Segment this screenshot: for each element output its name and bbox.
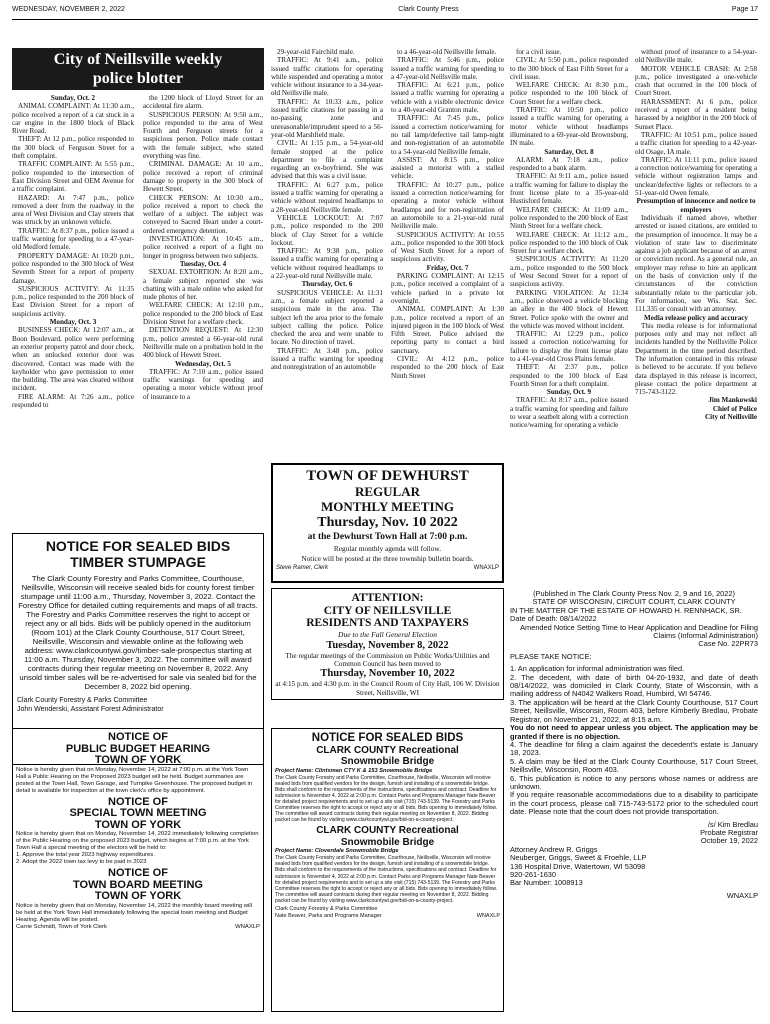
probate-l2: IN THE MATTER OF THE ESTATE OF HOWARD H. RENNHACK, SR.	[510, 605, 742, 615]
blotter-entry: SEXUAL EXTORTION: At 8:20 a.m., a female subject reported she was chatting with a male online who asked for nude photos of her.	[143, 268, 263, 302]
blotter-entry: TRAFFIC: At 6:27 p.m., police issued a traffic warning for operating a vehicle without required headlamps to a 28-year-old Neillsville female.	[271, 180, 383, 214]
blotter-entry: TRAFFIC: At 5:46 p.m., police issued a traffic warning for speeding to a 47-year-old Neillsville male.	[391, 56, 504, 81]
blotter-entry: SUSPICIOUS ACTIVITY: At 11:20 a.m., police responded to the 500 block of West Second Street for a report of suspicious activity.	[510, 255, 628, 289]
blotter-entry: BUSINESS CHECK: At 12:07 a.m., at Boon Boulevard, police were performing an exterior property patrol and door check, when an unlocked exterior door was discovered. Contact was made with the keyholder who gave permission to enter the building. The area was cleared without incident.	[12, 326, 134, 393]
snow-p2: Project Name: Cloverdale Snowmobile Bridge	[275, 848, 399, 855]
probate-s2: Probate Registrar	[700, 827, 758, 837]
dewhurst-l5: at the Dewhurst Town Hall at 7:00 p.m.	[307, 532, 468, 542]
blotter-entry: WELFARE CHECK: At 11:12 a.m., police responded to the 100 block of Oak Street for a welfare check.	[510, 230, 628, 256]
attention-notice	[271, 588, 504, 700]
snow-t4: CLARK COUNTY Recreational	[316, 825, 459, 837]
blotter-entry: This media release is for informational purposes only and may not reflect all incidents handled by the Neillsville Police Department in the time period described. The information contained in this release is believed to be accurate. If you believe data displayed in this release is incorrect, please contact the police department at 715-743-3122.	[635, 321, 757, 397]
york-t2: PUBLIC BUDGET HEARING	[65, 742, 211, 755]
blotter-entry: for a civil issue.	[516, 48, 562, 56]
blotter-entry: TRAFFIC: At 7:45 p.m., police issued a correction notice/warning for no tail lamp/defective tail lamp-night and non-registration of an automobile to a 54-year-old Neillsville female.	[391, 114, 504, 156]
blotter-entry: Chief of Police	[712, 404, 757, 413]
york-b2: Notice is hereby given that on Monday, November 14, 2022 immediately following completion of the Public Hearing on the proposed 2023 budget, which begins at 7:00 p.m. at the York Town Hall a special meeting of the electors will be held to:	[16, 831, 259, 851]
blotter-entry: CIVIL: At 4:12 p.m., police responded to the 200 block of East Ninth Street	[391, 354, 504, 380]
york-t1: NOTICE OF	[108, 731, 168, 743]
header-page: Page 17	[731, 6, 758, 13]
york-t4: NOTICE OF	[108, 795, 168, 808]
york-code: WNAXLP	[235, 923, 260, 930]
timber-title-1: NOTICE FOR SEALED BIDS	[45, 538, 231, 554]
blotter-day-heading: Wednesday, Oct. 5	[175, 359, 231, 368]
blotter-entry: TRAFFIC: At 6:21 p.m., police issued a traffic warning for operating a vehicle with a visible electronic device to a 40-year-old Granton male.	[391, 81, 504, 115]
york-b3: Notice is hereby given that on Monday, November 14, 2022 the monthly board meeting will be held at the York Town Hall immediately following the special town meeting and Budget Hearing. Agenda will be posted.	[16, 902, 252, 923]
blotter-entry: TRAFFIC COMPLAINT: At 5:55 p.m., police responded to the intersection of East Division Street and OEM Avenue for a traffic complaint.	[12, 160, 134, 194]
blotter-entry: TRAFFIC: At 10:33 a.m., police issued traffic citations for passing in a no-passing zone and unreasonable/imprudent speed to a 56-year-old Marshfield male.	[271, 97, 383, 139]
blotter-entry: SUSPICIOUS VEHICLE: At 11:31 a.m., a female subject reported a suspicious male in the area. The subject left the area prior to the female subject calling the police. Police checked the area and were unable to locate. No direction of travel.	[271, 288, 383, 347]
probate-pub: (Published in The Clark County Press Nov. 2, 9 and 16, 2022)	[533, 589, 735, 598]
snow-t2: CLARK COUNTY Recreational	[316, 744, 459, 756]
york-t9: TOWN OF YORK	[94, 890, 182, 902]
probate-a1: Attorney Andrew R. Griggs	[510, 844, 598, 854]
attention-l8: at 4:15 p.m. and 4:30 p.m. in the Council Room of City Hall, 106 W. Division Street, Neillsville, WI	[275, 680, 500, 697]
blotter-day-heading: Sunday, Oct. 2	[50, 94, 96, 102]
blotter-day-heading: Thursday, Oct. 6	[301, 280, 353, 289]
attention-l4: Due to the Fall General Election	[338, 629, 437, 639]
probate-a2: Neuberger, Griggs, Sweet & Froehle, LLP	[510, 853, 647, 863]
dewhurst-l2: REGULAR	[354, 484, 420, 499]
york-b1: Notice is hereby given that on Monday, November 14, 2022 at 7:00 p.m. at the York Town Hall a Public Hearing on the Proposed 2023 budget will be held. Budget summaries are posted at the Town Hall, Town Garage, and Turnpike Greenhouse. The proposed budget in detail is available for inspection at the town clerk's office by appointment.	[16, 766, 253, 794]
blotter-day-heading: Tuesday, Oct. 4	[179, 259, 227, 268]
blotter-entry: TRAFFIC: At 10:51 p.m., police issued a traffic citation for speeding to a 42-year-old Osage, IA male.	[635, 130, 757, 156]
blotter-entry: TRAFFIC: At 11:11 p.m., police issued a correction notice/warning for operating a vehicle without registration lamps and unclear/defective lights or reflectors to a 51-year-old Owen female.	[635, 155, 757, 198]
probate-p5: 5. A claim may be filed at the Clark County Courthouse, 517 Court Street, Neillsville, Wisconsin, Room 403.	[510, 756, 758, 775]
blotter-entry: PROPERTY DAMAGE: At 10:20 p.m., police responded to the 300 block of West Seventh Street for a report of property damage.	[12, 251, 134, 285]
blotter-entry: TRAFFIC: At 8:37 p.m., police issued a traffic warning for speeding to a 47-year-old Medford female.	[12, 226, 134, 252]
probate-p4: 4. The deadline for filing a claim against the decedent's estate is January 18, 2023.	[510, 739, 758, 758]
probate-l1: STATE OF WISCONSIN, CIRCUIT COURT, CLARK COUNTY	[532, 597, 736, 607]
probate-code: WNAXLP	[726, 890, 758, 900]
snow-t3: Snowmobile Bridge	[340, 756, 435, 767]
dewhurst-clerk: Steve Ramer, Clerk	[276, 565, 329, 571]
probate-p3b: You do not need to appear unless you object. The application may be granted if there is no objection.	[510, 723, 758, 741]
blotter-column-4	[391, 48, 504, 458]
blotter-entry: City of Neillsville	[704, 413, 757, 422]
probate-p2: 2. The decedent, with date of birth 04-20-1932, and date of death 08/14/2022, was domiciled in Clark County, State of Wisconsin, with a mailing address of N4042 Walkers Road, Humbird, WI 54746.	[510, 672, 758, 699]
blotter-entry: TRAFFIC: At 3:48 p.m., police issued a traffic warning for speeding and nonregistration of an automobile	[271, 346, 383, 372]
header-date: WEDNESDAY, NOVEMBER 2, 2022	[12, 6, 125, 13]
blotter-column-3	[271, 48, 383, 458]
blotter-entry: TRAFFIC: At 7:10 a.m., police issued traffic warnings for speeding and operating a motor vehicle without proof of insurance to a	[143, 367, 263, 401]
blotter-entry: DETENTION REQUEST: At 12:30 p.m., police arrested a 66-year-old rural Neillsville male on a probation hold in the 400 block of Hewett Street.	[143, 326, 263, 360]
probate-a5: Bar Number: 1008913	[510, 878, 583, 888]
blotter-entry: CIVIL: At 1:15 p.m., a 54-year-old female stopped at the police department to file a complaint regarding an ex-boyfriend. She was advised that this was a civil issue.	[271, 139, 383, 181]
blotter-entry: VEHICLE LOCKOUT: At 7:07 p.m., police responded to the 200 block of Clay Street for a vehicle lockout.	[271, 213, 383, 247]
blotter-entry: HAZARD: At 7:47 p.m., police removed a deer from the roadway in the area of West Division and Clay streets that was struck by an unknown vehicle.	[12, 193, 134, 227]
probate-p6: 6. This publication is notice to any persons whose names or address are unknown.	[510, 773, 758, 791]
blotter-column-6	[635, 48, 757, 586]
probate-a4: 920-261-1630	[510, 870, 557, 879]
blotter-entry: TRAFFIC: At 9:38 p.m., police issued a traffic warning for operating a vehicle without required headlamps to a 22-year-old rural Neillsville male.	[271, 247, 383, 281]
blotter-day-heading: Media release policy and accuracy	[644, 313, 748, 322]
probate-p3: 3. The application will be heard at the Clark County Courthouse, 517 Court Street, Neillsville, Wisconsin, Room 403, before Kimberly Bredlau, Probate Registrar, on November 21, 2022, at 8:15 a.m.	[510, 697, 758, 724]
snow-b2: The Clark County Forestry and Parks Committee, Courthouse, Neillsville, Wisconsin will receive sealed bids from qualified vendors for the design, furnish and installing of a snowmobile bridge. Bids shall conform to the requirements of the instructions, specifications and contract. Deadline for submission is November 4, 2022 at 2:00 p.m. Contact Parks and Programs Manager Nate Beaver for detailed project requirements and to set up a site visit (715) 743-5139. The Forestry and Parks Committee reserves the right to accept or reject any or all bids. Bids opening to immediately follow. The committee will award contracts during their regular meeting on November 8, 2022. Bidding packet can be found by visiting www.clarkcountywi.gov/bid-on-a-county-project.	[275, 855, 498, 904]
dewhurst-l6: Regular monthly agenda will follow.	[333, 544, 442, 553]
blotter-title-1: City of Neillsville weekly	[53, 51, 223, 68]
blotter-entry: SUSPICIOUS ACTIVITY: At 10:55 a.m., police responded to the 300 block of West Sixth Street for a report of suspicious activity.	[391, 230, 504, 264]
probate-l3: Date of Death: 08/14/2022	[510, 614, 597, 624]
dewhurst-l3: MONTHLY MEETING	[320, 499, 455, 514]
blotter-entry: TRAFFIC: At 10:27 p.m., police issued a correction notice/warning for operating a motor vehicle without headlamps and for non-registration of an automobile to a 21-year-old rural Neillsville male.	[391, 180, 504, 231]
blotter-entry: TRAFFIC: At 9:41 a.m., police issued traffic citations for operating while suspended and operating a motor vehicle without insurance to a 34-year-old Neillsville male.	[271, 56, 383, 98]
header-paper: Clark County Press	[398, 6, 459, 13]
york-t5: SPECIAL TOWN MEETING	[69, 807, 207, 819]
dewhurst-l1: TOWN OF DEWHURST	[306, 468, 469, 484]
blotter-day-heading: Saturday, Oct. 8	[544, 147, 594, 156]
blotter-entry: SUSPICIOUS PERSON: At 9:50 a.m., police responded to the area of West Fourth and Ferguson streets for a suspicious person. Police made contact with the female subject, who stated everything was fine.	[143, 110, 263, 161]
blotter-entry: TRAFFIC: At 12:29 p.m., police issued a correction notice/warning for failure to display the front license plate to a 41-year-old Cross Plains female.	[510, 330, 628, 363]
blotter-entry: SUSPICIOUS ACTIVITY: At 11:35 p.m., police responded to the 200 block of East Division Street for a report of suspicious activity.	[12, 284, 134, 318]
york-i1: 1. Approve the total year 2023 highway expenditures.	[16, 852, 155, 858]
snow-b1: The Clark County Forestry and Parks Committee, Courthouse, Neillsville, Wisconsin will receive sealed bids from qualified vendors for the design, furnish and installing of a snowmobile bridge. Bids shall conform to the requirements of the instructions, specifications and contract. Deadline for submission is November 4, 2022 at 2:00 p.m. Contact Parks and Programs Manager Nate Beaver for detailed project requirements and to set up a site visit (715) 743-5139. The Forestry and Parks Committee reserves the right to accept or reject any or all bids. Bids opening to immediately follow. The committee will award contracts during their regular meeting on November 8, 2022. Bidding packet can be found by visiting www.clarkcountywi.gov/bid-on-a-county-project.	[275, 774, 498, 824]
york-t8: TOWN BOARD MEETING	[73, 878, 203, 891]
blotter-day-heading: Sunday, Oct. 9	[546, 388, 592, 397]
snow-sig1: Clark County Forestry & Parks Committee	[275, 906, 378, 912]
probate-notice	[510, 590, 758, 1014]
probate-l4: Amended Notice Setting Time to Hear Application and Deadline for Filing Claims (Informal Administration)	[520, 622, 758, 641]
snow-p1: Project Name: Clintsman CTY K & 153 Snowmobile Bridge	[275, 767, 433, 774]
attention-l2: CITY OF NEILLSVILLE	[323, 604, 452, 617]
probate-p1: 1. An application for informal administration was filed.	[510, 664, 685, 674]
blotter-entry: PARKING VIOLATION: At 11:34 a.m., police observed a vehicle blocking an alley in the 400 block of Hewett Street. Police spoke with the owner and the vehicle was moved without incident.	[510, 288, 628, 330]
blotter-entry: PARKING COMPLAINT: At 12:15 p.m., police received a complaint of a vehicle parked in a private lot overnight.	[391, 272, 504, 305]
blotter-banner	[12, 48, 264, 90]
probate-a3: 136 Hospital Drive, Watertown, WI 53098	[510, 861, 646, 871]
snow-t5: Snowmobile Bridge	[340, 836, 435, 848]
timber-title-2: TIMBER STUMPAGE	[70, 554, 206, 570]
blotter-entry: FIRE ALARM: At 7:26 a.m., police responded to	[12, 392, 134, 409]
blotter-entry: WELFARE CHECK: At 12:10 p.m., police responded to the 200 block of East Division Street for a welfare check.	[143, 301, 263, 327]
probate-s3: October 19, 2022	[700, 836, 758, 846]
york-i2: 2. Adopt the 2022 town tax levy to be paid in 2023	[16, 859, 147, 865]
blotter-entry: Individuals if named above, whether arrested or issued citations, are entitled to the presumption of innocence. It may be a violation of state law to discriminate against a job applicant because of an arrest or conviction record. As a general rule, an employer may refuse to hire an applicant on the basis of conviction only if the circumstances of the conviction substantially relate to the particular job. For information, see Wis. Stat. Sec. 111.335 or consult with an attorney.	[635, 213, 757, 314]
blotter-entry: HARASSMENT: At 6 p.m., police received a report of a resident being harassed by a neighbor in the 200 block of Sunset Place.	[635, 97, 757, 131]
blotter-day-heading: Monday, Oct. 3	[49, 318, 97, 327]
blotter-entry: TRAFFIC: At 8:17 a.m., police issued a traffic warning for speeding and failure to wear a seatbelt along with a correction notice/warning for operating a vehicle	[510, 396, 628, 430]
blotter-day-heading: Friday, Oct. 7	[426, 263, 469, 272]
snow-sig2: Nate Beaver, Parks and Programs Manager	[275, 913, 382, 919]
snowmobile-notices	[271, 728, 504, 1012]
attention-l6: The regular meetings of the Commission on Public Works/Utilities and Common Council has been moved to	[285, 651, 490, 668]
blotter-entry: ALARM: At 7:18 a.m., police responded to a bank alarm.	[510, 155, 628, 173]
dewhurst-l4: Thursday, Nov. 10 2022	[317, 515, 458, 530]
blotter-entry: ANIMAL COMPLAINT: At 1:30 p.m., police received a report of an injured pigeon in the 100 block of West Fifth Street. Police advised the reporting party to contact a bird sanctuary.	[391, 305, 504, 355]
snow-t1: NOTICE FOR SEALED BIDS	[311, 732, 464, 744]
blotter-entry: without proof of insurance to a 54-year-old Neillsville male.	[635, 48, 757, 65]
attention-l7: Thursday, November 10, 2022	[320, 668, 455, 680]
page-header	[12, 6, 758, 20]
dewhurst-l7: Notice will be posted at the three township bulletin boards.	[301, 554, 474, 563]
blotter-entry: ANIMAL COMPLAINT: At 11:30 a.m., police received a report of a cat stuck in a car engine in the 1800 block of Black River Road.	[12, 102, 134, 136]
timber-body: The Clark County Forestry and Parks Committee, Courthouse, Neillsville, Wisconsin will receive sealed bids for county forest timber stumpage until 11:00 a.m., Thursday, November 3, 2022. Contact the Forestry Office for detailed cutting requirements and maps of all tracts. The Forestry and Parks Committee reserves the right to accept or reject any or all bids. Bids will be publicly opened in the auditorium (Room 101) at the Clark County Courthouse, 517 Court Street, Neillsville, Wisconsin and viewable online at the following web address: www.clarkcountywi.gov/timber-sale-prospectus starting at 11:00 a.m. Thursday, November 3, 2022. The committee will award contracts during their regular meeting on November 8, 2022. Any unsold timber sales will be re-advertised for sale via sealed bid for the December 8, 2022 bid opening.	[18, 574, 258, 691]
blotter-entry: 29-year-old Fairchild male.	[277, 48, 355, 56]
blotter-title-2: police blotter	[92, 70, 184, 87]
blotter-entry: CHECK PERSON: At 10:30 a.m., police received a report to check the welfare of a subject. The subject was conveyed to Sacred Heart under a court-ordered emergency detention.	[143, 193, 263, 235]
blotter-entry: to a 46-year-old Neillsville female.	[397, 48, 497, 56]
probate-l5: Case No. 22PR73	[698, 639, 758, 649]
blotter-column-2	[143, 94, 263, 528]
blotter-entry: ASSIST: At 8:15 p.m., police assisted a motorist with a stalled vehicle.	[391, 155, 504, 181]
probate-s1: /s/ Kim Bredlau	[707, 819, 758, 829]
timber-sig-2: John Wenderski, Assistant Forest Administrator	[17, 705, 164, 713]
blotter-entry: CRIMINAL DAMAGE: At 10 a.m., police received a report of criminal damage to property in the 300 block of Hewett Street.	[143, 160, 263, 194]
attention-l5: Tuesday, November 8, 2022	[326, 639, 449, 651]
attention-l1: ATTENTION:	[351, 592, 424, 604]
probate-l6: PLEASE TAKE NOTICE:	[510, 651, 592, 661]
blotter-day-heading: Presumption of innocence and notice to employers	[636, 197, 756, 214]
blotter-column-1	[12, 94, 134, 528]
blotter-entry: CIVIL: At 5:50 p.m., police responded to the 300 block of East Fifth Street for a civil issue.	[510, 56, 628, 81]
attention-l3: RESIDENTS AND TAXPAYERS	[306, 617, 469, 629]
blotter-entry: THEFT: At 2:37 p.m., police responded to the 100 block of East Fourth Street for a theft complaint.	[510, 363, 628, 388]
blotter-entry: THEFT: At 12 p.m., police responded to the 300 block of Ferguson Street for a theft complaint.	[12, 135, 134, 161]
blotter-entry: Jim Mankowski	[708, 396, 757, 405]
blotter-column-5	[510, 48, 628, 586]
blotter-entry: INVESTIGATION: At 10:45 a.m., police received a report of a fight no longer in progress between two subjects.	[143, 235, 263, 260]
blotter-entry: MOTOR VEHICLE CRASH: At 2:58 p.m., police investigated a one-vehicle crash that occurred in the 100 block of Court Street.	[635, 64, 757, 98]
york-notices	[12, 728, 264, 1012]
blotter-entry: WELFARE CHECK: At 8:30 p.m., police responded to the 100 block of Court Street for a welfare check.	[510, 81, 628, 106]
blotter-entry: TRAFFIC: At 9:11 a.m., police issued a traffic warning for failure to display the front license plate to a 35-year-old Hustisford female.	[510, 172, 628, 206]
york-sig: Carrie Schmidt, Town of York Clerk	[16, 923, 107, 930]
dewhurst-notice	[271, 463, 504, 583]
blotter-entry: the 1200 block of Lloyd Street for an accidental fire alarm.	[143, 94, 263, 111]
blotter-entry: WELFARE CHECK: At 11:09 a.m., police responded to the 200 block of East Ninth Street for a welfare check.	[510, 205, 628, 231]
blotter-entry: TRAFFIC: At 10:50 p.m., police issued a traffic warning for operating a motor vehicle without headlamps illuminated to a 69-year-old Brownsburg, IN male.	[510, 106, 628, 148]
probate-p7: If you require reasonable accommodations due to a disability to participate in the court process, please call 715-743-5172 prior to the scheduled court date. Please note that the court does not provide transportation.	[510, 790, 758, 817]
timber-sig-1: Clark County Forestry & Parks Committee	[17, 697, 148, 704]
dewhurst-code: WNAXLP	[473, 565, 499, 571]
snow-code: WNAXLP	[476, 913, 500, 919]
york-t6: TOWN OF YORK	[94, 818, 182, 831]
york-t7: NOTICE OF	[108, 867, 168, 879]
york-t3: TOWN OF YORK	[94, 754, 182, 766]
